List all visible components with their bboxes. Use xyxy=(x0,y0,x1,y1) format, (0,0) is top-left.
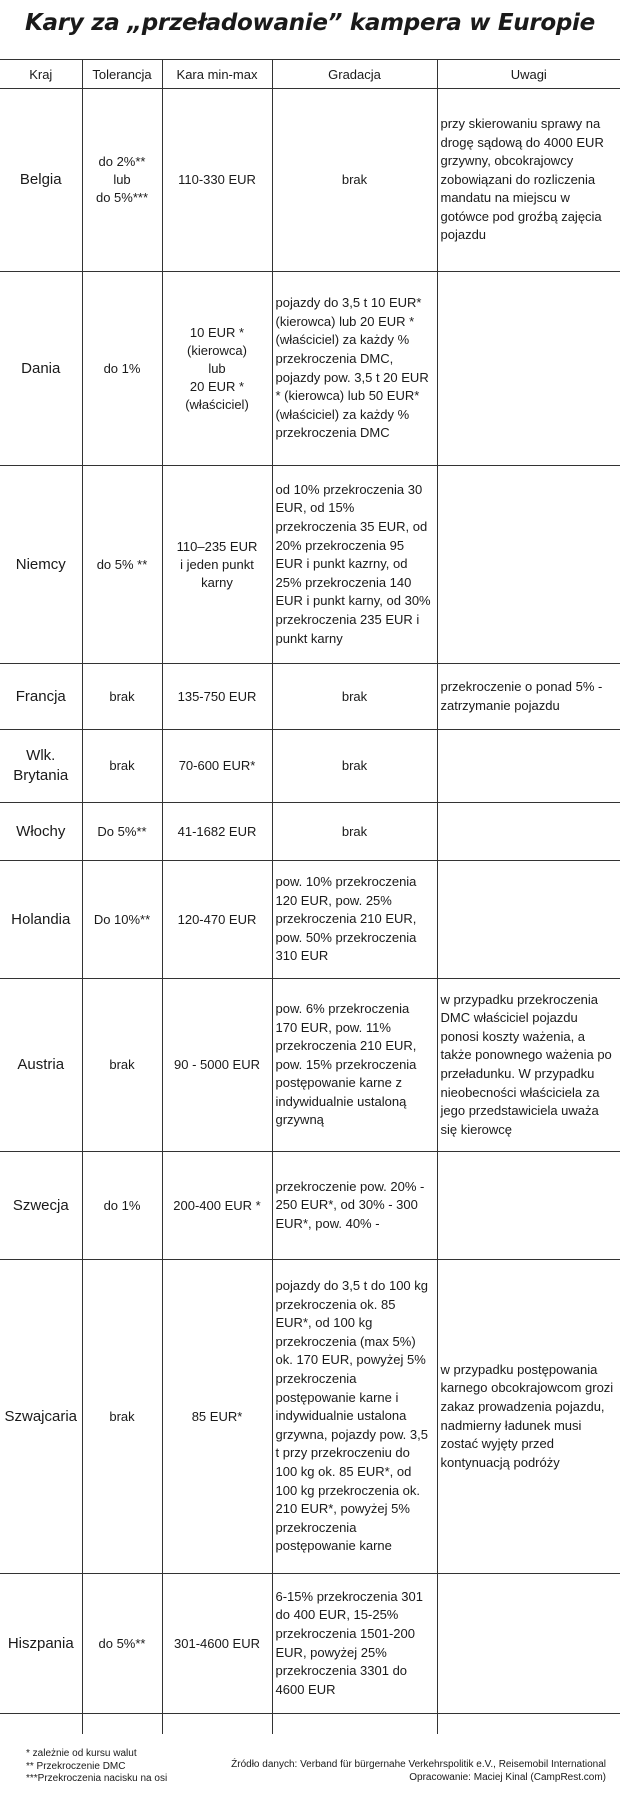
gradation-cell: pojazdy do 3,5 t do 100 kg przekroczenia ok. 85 EUR*, od 100 kg przekroczenia (max 5%) ok. 170 EUR, powyżej 5% przekroczenia postępowanie karne i indywidualnie ustalona grzywna, pojazdy pow. 3,5 t przy przekroczeniu do 100 kg ok. 85 EUR*, od 100 kg przekroczenia ok. 210 EUR*, powyżej 5% przekroczenia postępowanie karne xyxy=(272,1260,437,1574)
table-row xyxy=(0,272,620,466)
notes-cell: przekroczenie o ponad 5% - zatrzymanie pojazdu xyxy=(437,664,620,730)
gradation-cell: pow. 6% przekroczenia 170 EUR, pow. 11% przekroczenia 210 EUR, pow. 15% przekroczenia postępowanie karne z indywidualnie ustaloną grzywną xyxy=(272,979,437,1152)
penalty-cell: 85 EUR* xyxy=(162,1260,272,1574)
notes-cell xyxy=(437,466,620,664)
tolerance-cell: brak xyxy=(82,730,162,803)
footnote-dmc: ** Przekroczenie DMC xyxy=(26,1760,126,1772)
notes-cell xyxy=(437,730,620,803)
footnotes xyxy=(26,1748,167,1786)
header-country: Kraj xyxy=(0,60,82,89)
table-row xyxy=(0,861,620,979)
penalty-cell: 110–235 EUR i jeden punkt karny xyxy=(162,466,272,664)
table-row xyxy=(0,803,620,861)
table-row xyxy=(0,89,620,272)
tolerance-cell: do 1% xyxy=(82,272,162,466)
tolerance-cell: brak xyxy=(82,664,162,730)
tolerance-cell: do 5% ** xyxy=(82,466,162,664)
gradation-cell: brak xyxy=(272,89,437,272)
penalty-cell: 200-400 EUR * xyxy=(162,1152,272,1260)
tolerance-cell: brak xyxy=(82,1260,162,1574)
country-cell: Dania xyxy=(0,272,82,466)
country-cell: Hiszpania xyxy=(0,1574,82,1714)
penalty-cell: 70-600 EUR* xyxy=(162,730,272,803)
country-cell: Niemcy xyxy=(0,466,82,664)
column-divider xyxy=(272,1686,273,1734)
penalty-cell: 10 EUR * (kierowca) lub 20 EUR * (właściciel) xyxy=(162,272,272,466)
country-cell: Włochy xyxy=(0,803,82,861)
notes-cell: w przypadku postępowania karnego obcokrajowcom grozi zakaz prowadzenia pojazdu, nadmierny ładunek musi zostać wyjęty przed kontynuacją podróży xyxy=(437,1260,620,1574)
tolerance-cell: Do 5%** xyxy=(82,803,162,861)
table-row xyxy=(0,466,620,664)
penalty-cell: 41-1682 EUR xyxy=(162,803,272,861)
column-divider xyxy=(82,1686,83,1734)
notes-cell: w przypadku przekroczenia DMC właściciel pojazdu ponosi koszty ważenia, a także ponownego ważenia po przeładunku. W przypadku nieobecności właściciela za jego przedstawiciela uważa się kierowcę xyxy=(437,979,620,1152)
gradation-cell: pojazdy do 3,5 t 10 EUR* (kierowca) lub 20 EUR * (właściciel) za każdy % przekroczenia DMC, pojazdy pow. 3,5 t 20 EUR * (kierowca) lub 50 EUR* (właściciel) za każdy % przekroczenia DMC xyxy=(272,272,437,466)
notes-cell xyxy=(437,1152,620,1260)
penalty-cell: 120-470 EUR xyxy=(162,861,272,979)
table-row xyxy=(0,979,620,1152)
table-row xyxy=(0,730,620,803)
country-cell: Wlk. Brytania xyxy=(0,730,82,803)
page-title: Kary za „przeładowanie” kampera w Europie xyxy=(25,10,595,36)
footnote-currency: * zależnie od kursu walut xyxy=(26,1748,137,1759)
penalty-cell: 90 - 5000 EUR xyxy=(162,979,272,1152)
tolerance-cell: do 2%** lub do 5%*** xyxy=(82,89,162,272)
notes-cell: przy skierowaniu sprawy na drogę sądową do 4000 EUR grzywny, obcokrajowcy zobowiązani do rozliczenia mandatu na miejscu w gotówce pod groźbą zajęcia pojazdu xyxy=(437,89,620,272)
gradation-cell: brak xyxy=(272,664,437,730)
header-gradation: Gradacja xyxy=(272,60,437,89)
country-cell: Holandia xyxy=(0,861,82,979)
column-divider xyxy=(437,1686,438,1734)
penalty-cell: 110-330 EUR xyxy=(162,89,272,272)
penalty-cell: 301-4600 EUR xyxy=(162,1574,272,1714)
source-text: Źródło danych: Verband für bürgernahe Verkehrspolitik e.V., Reisemobil International xyxy=(231,1759,606,1770)
penalty-table xyxy=(0,59,620,1714)
tolerance-cell: brak xyxy=(82,979,162,1152)
table-row xyxy=(0,664,620,730)
tolerance-cell: Do 10%** xyxy=(82,861,162,979)
column-divider xyxy=(162,1686,163,1734)
notes-cell xyxy=(437,861,620,979)
header-tolerance: Tolerancja xyxy=(82,60,162,89)
gradation-cell: brak xyxy=(272,803,437,861)
country-cell: Belgia xyxy=(0,89,82,272)
gradation-cell: od 10% przekroczenia 30 EUR, od 15% przekroczenia 35 EUR, od 20% przekroczenia 95 EUR i punkt kazrny, od 25% przekroczenia 140 EUR i punkt karny, od 30% przekroczenia 235 EUR i punkt karny xyxy=(272,466,437,664)
country-cell: Szwajcaria xyxy=(0,1260,82,1574)
notes-cell xyxy=(437,803,620,861)
gradation-cell: pow. 10% przekroczenia 120 EUR, pow. 25% przekroczenia 210 EUR, pow. 50% przekroczenia 310 EUR xyxy=(272,861,437,979)
gradation-cell: 6-15% przekroczenia 301 do 400 EUR, 15-25% przekroczenia 1501-200 EUR, powyżej 25% przekroczenia 3301 do 4600 EUR xyxy=(272,1574,437,1714)
notes-cell xyxy=(437,272,620,466)
penalty-cell: 135-750 EUR xyxy=(162,664,272,730)
gradation-cell: przekroczenie pow. 20% - 250 EUR*, od 30% - 300 EUR*, pow. 40% - xyxy=(272,1152,437,1260)
country-cell: Szwecja xyxy=(0,1152,82,1260)
author-text: Opracowanie: Maciej Kinal (CampRest.com) xyxy=(409,1771,606,1783)
header-penalty: Kara min-max xyxy=(162,60,272,89)
table-row xyxy=(0,1152,620,1260)
table-footer xyxy=(0,1686,620,1796)
tolerance-cell: do 5%** xyxy=(82,1574,162,1714)
gradation-cell: brak xyxy=(272,730,437,803)
table-row xyxy=(0,1260,620,1574)
tolerance-cell: do 1% xyxy=(82,1152,162,1260)
country-cell: Francja xyxy=(0,664,82,730)
source-credit xyxy=(231,1759,606,1784)
table-header-row xyxy=(0,60,620,89)
country-cell: Austria xyxy=(0,979,82,1152)
footnote-axle: ***Przekroczenia nacisku na osi xyxy=(26,1773,168,1784)
header-notes: Uwagi xyxy=(437,60,620,89)
